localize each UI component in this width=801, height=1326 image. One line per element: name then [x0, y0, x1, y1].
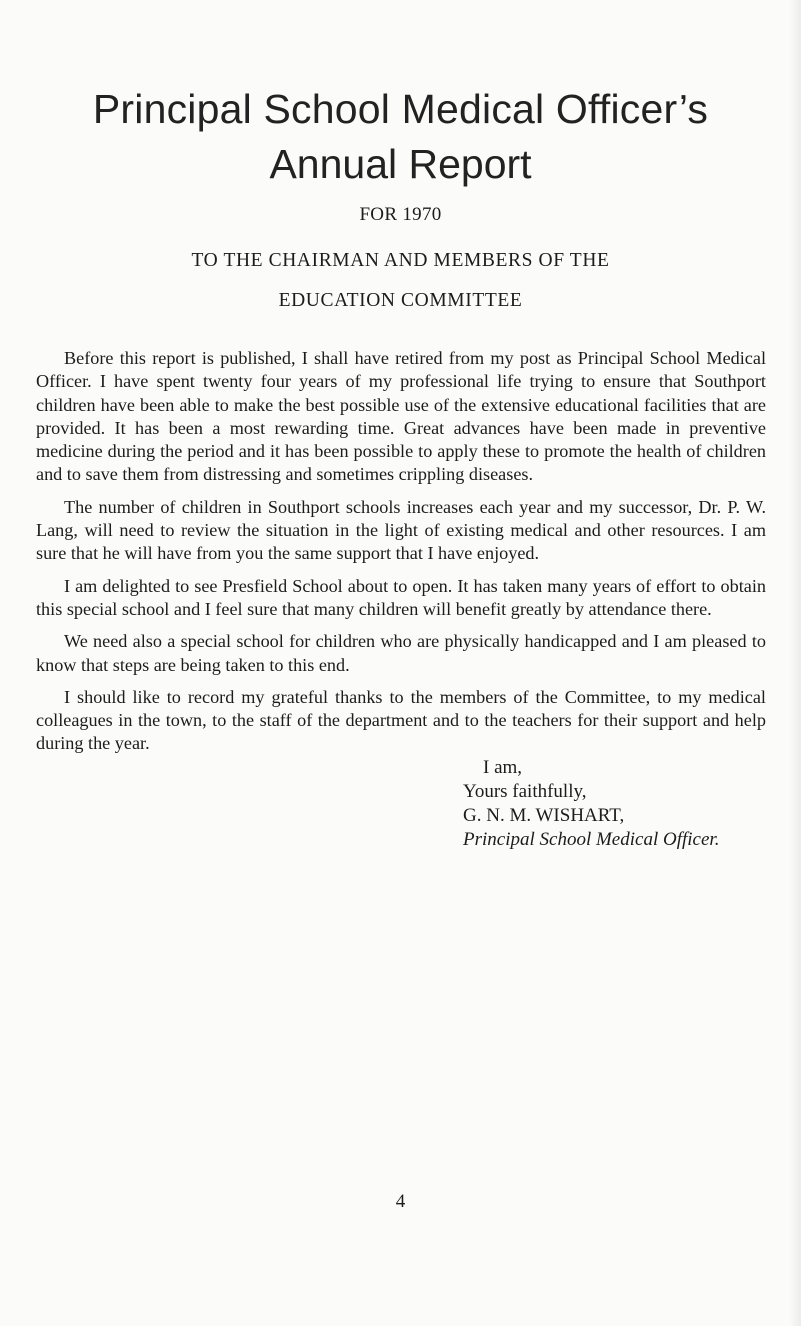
signoff-greeting: I am, — [483, 757, 523, 778]
paragraph: I should like to record my grateful thanks to the members of the Committee, to my medical colleagues in the town, to the staff of the department and to the teachers for their support and help during the year. — [36, 686, 766, 754]
report-year: FOR 1970 — [359, 204, 442, 225]
paragraph: The number of children in Southport schools increases each year and my successor, Dr. P. W. Lang, will need to review the situation in the light of existing medical and other resources. I am sure that he will have from you the same support that I have enjoyed. — [36, 496, 766, 564]
signature-block — [463, 756, 783, 852]
report-title-line1: Principal School Medical Officer’s — [92, 86, 709, 132]
paragraph: I am delighted to see Presfield School about to open. It has taken many years of effort to obtain this special school and I feel sure that many children will benefit greatly by attendance there. — [36, 575, 766, 619]
signoff-position: Principal School Medical Officer. — [463, 829, 720, 850]
signoff-closing: Yours faithfully, — [463, 781, 587, 802]
addressee-line2: EDUCATION COMMITTEE — [278, 290, 523, 311]
signoff-name: G. N. M. WISHART, — [463, 805, 625, 826]
addressee-line1: TO THE CHAIRMAN AND MEMBERS OF THE — [191, 250, 610, 271]
page-number: 4 — [395, 1191, 406, 1212]
report-title-line2: Annual Report — [269, 141, 532, 187]
letter-body — [36, 347, 766, 765]
paragraph: Before this report is published, I shall have retired from my post as Principal School Medical Officer. I have spent twenty four years of my professional life trying to ensure that Southport children have been able to make the best possible use of the extensive educational facilities that are provided. It has been a most rewarding time. Great advances have been made in preventive medicine during the period and it has been possible to apply these to promote the health of children and to save them from distressing and sometimes crippling diseases. — [36, 348, 766, 485]
page-edge-shadow — [789, 0, 801, 1326]
paragraph: We need also a special school for children who are physically handicapped and I am pleased to know that steps are being taken to this end. — [36, 631, 766, 675]
